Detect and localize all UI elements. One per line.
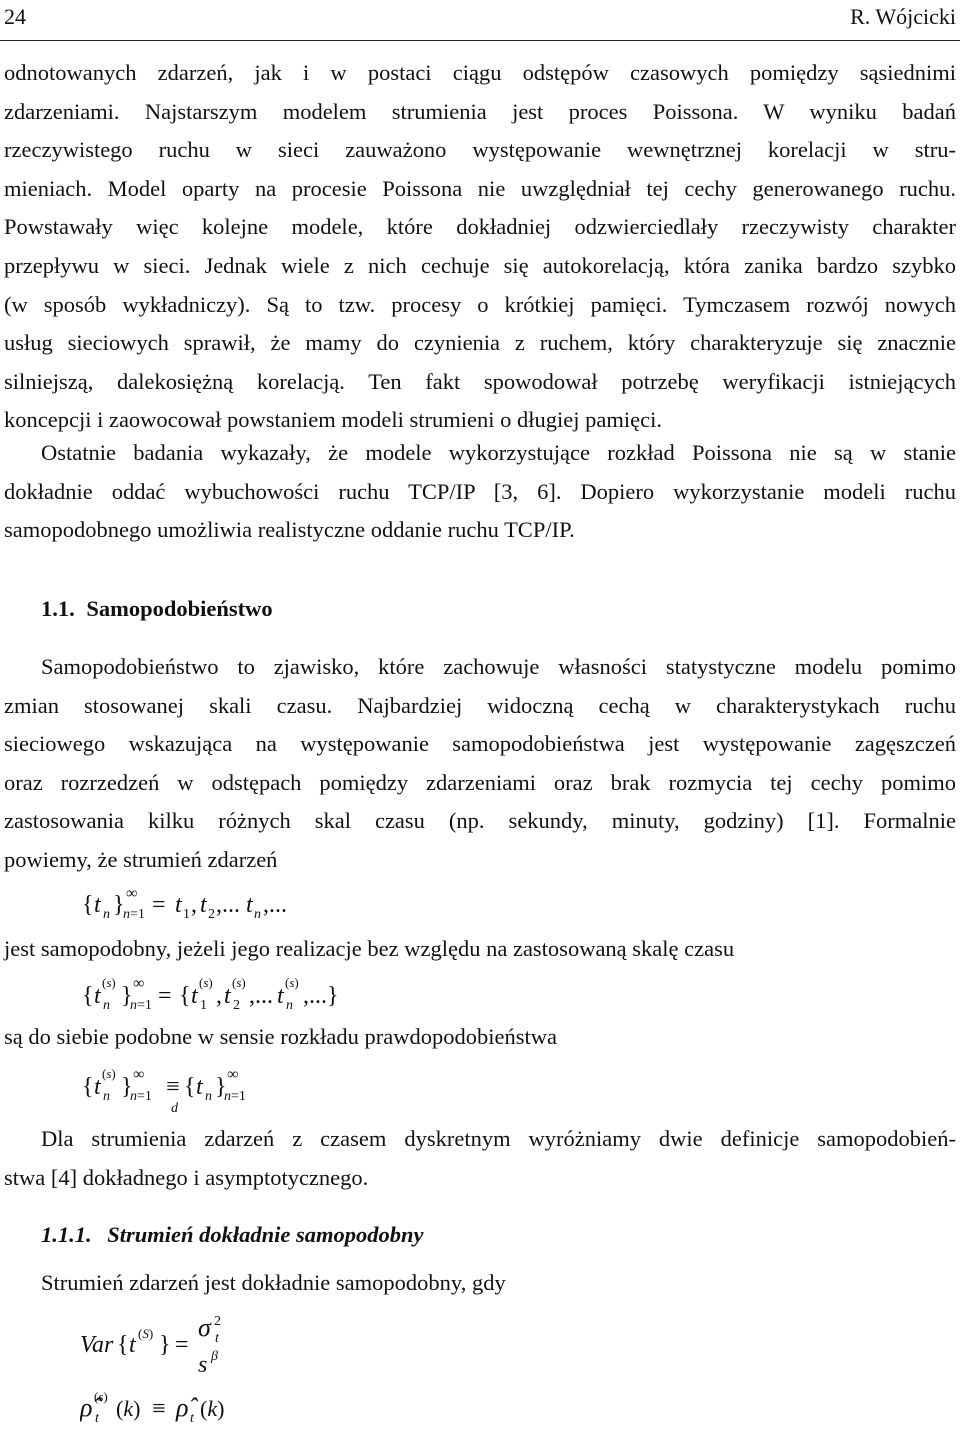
equation-3 [82,1066,342,1122]
svg-text:∞: ∞ [133,975,145,992]
svg-text:n: n [205,1089,212,1104]
page-header [4,0,956,34]
subsection-heading [41,1220,424,1250]
svg-text:2: 2 [233,998,240,1013]
equation-5 [80,1388,280,1432]
svg-text:(s): (s) [232,975,246,990]
text-line: zmian stosowanej skali czasu. Najbardziej widoczną cechą w charakterystykach ruchu [4,692,956,718]
svg-text:(S): (S) [138,1326,154,1341]
svg-text:2: 2 [214,1314,221,1329]
svg-text:=: = [175,1332,189,1358]
svg-text:n: n [103,1089,110,1104]
svg-text:{: { [82,892,94,918]
paragraph-4 [4,1120,956,1197]
svg-text:β: β [211,1349,218,1364]
svg-text:}: } [159,1332,171,1358]
text-line: stwa [4] dokładnego i asymptotycznego. [4,1164,369,1190]
svg-text:ρ̂: ρ̂ [80,1393,93,1422]
equation-1 [82,886,442,932]
svg-text:(s): (s) [285,975,299,990]
text-line: jest samopodobny, jeżeli jego realizacje bez względu na zastosowaną skalę czasu [4,936,735,961]
svg-text:ρ̂: ρ̂ [176,1393,189,1422]
text-line: przepływu w sieci. Jednak wiele z nich cechuje się autokorelacją, która zanika bardzo szybko [4,252,956,278]
text-line: rzeczywistego ruchu w sieci zauważono występowanie wewnętrznej korelacji w stru- [4,137,956,163]
svg-text:,: , [216,983,222,1009]
svg-text:{: { [117,1332,129,1358]
svg-text:t: t [94,983,101,1009]
svg-text:1: 1 [183,907,190,922]
text-line: usług sieciowych sprawił, że mamy do czynienia z ruchem, który charakteryzuje się znacznie [4,330,956,356]
svg-text:}: } [113,892,125,918]
svg-text:∞: ∞ [126,886,138,902]
svg-text:t: t [94,1074,101,1100]
svg-text:(s): (s) [102,975,116,990]
svg-text:n=1: n=1 [130,998,152,1013]
text-line: powiemy, że strumień zdarzeń [4,846,278,872]
text-line: Dla strumienia zdarzeń z czasem dyskretnym wyróżniamy dwie definicje samopodobień- [41,1126,956,1151]
svg-text:(s): (s) [94,1389,108,1404]
subsection-number: 1.1.1. [41,1222,92,1247]
equation-2 [82,975,442,1023]
svg-text:≡: ≡ [152,1396,166,1422]
svg-text:2: 2 [208,907,215,922]
running-author: R. Wójcicki [850,4,956,29]
svg-text:∞: ∞ [227,1066,239,1083]
text-line: są do siebie podobne w sensie rozkładu prawdopodobieństwa [4,1024,557,1049]
svg-text:1: 1 [200,998,207,1013]
svg-text:∞: ∞ [133,1066,145,1083]
equation-2-graphic [82,975,442,1017]
equation-4-graphic [80,1312,340,1382]
svg-text:d: d [171,1101,178,1116]
svg-text:,: , [191,892,197,918]
text-line: zastosowania kilku różnych skal czasu (np. sekundy, minuty, godziny) [1]. Formalnie [4,808,956,834]
svg-text:t: t [175,892,182,918]
svg-text:t: t [196,1074,203,1100]
text-line: koncepcji i zaowocował powstaniem modeli strumieni o długiej pamięci. [4,407,662,433]
equation-3-graphic [82,1066,342,1116]
section-title: Samopodobieństwo [86,596,273,621]
text-line: Ostatnie badania wykazały, że modele wykorzystujące rozkład Poissona nie są w stanie [41,440,956,465]
equation-1-graphic [82,886,442,926]
paragraph-1 [4,54,956,440]
svg-text:=: = [152,892,166,918]
svg-text:(k): (k) [200,1396,225,1421]
svg-text:t: t [200,892,207,918]
section-heading [41,594,273,624]
svg-text:{: { [184,1074,196,1100]
text-line: Strumień zdarzeń jest dokładnie samopodobny, gdy [41,1270,506,1295]
text-line: odnotowanych zdarzeń, jak i w postaci ciągu odstępów czasowych pomiędzy sąsiednimi [4,60,956,85]
svg-text:{: { [82,1074,94,1100]
svg-text:t: t [95,1411,99,1426]
svg-text:(k): (k) [116,1396,141,1421]
svg-text:Var: Var [80,1332,114,1358]
text-line: mieniach. Model oparty na procesie Poissona nie uwzględniał tej cechy generowanego ruchu. [4,175,956,201]
svg-text:t: t [277,983,284,1009]
svg-text:≡: ≡ [166,1074,180,1100]
svg-text:n: n [103,907,110,922]
svg-text:n=1: n=1 [130,1089,152,1104]
svg-text:t: t [246,892,253,918]
paragraph-3 [4,648,956,880]
equation-5-graphic [80,1388,280,1426]
text-line: zdarzeniami. Najstarszym modelem strumienia jest proces Poissona. W wyniku badań [4,98,956,124]
svg-text:}: } [121,983,133,1009]
svg-text:,...: ,... [249,983,273,1009]
svg-text:t: t [224,983,231,1009]
text-line: sieciowego wskazująca na występowanie samopodobieństwa jest występowanie zagęszczeń [4,731,956,757]
svg-text:n: n [286,998,293,1013]
svg-text:(s): (s) [199,975,213,990]
text-line: (w sposób wykładniczy). Są to tzw. procesy o krótkiej pamięci. Tymczasem rozwój nowych [4,291,956,317]
paragraph-after-eq2 [4,1018,956,1057]
paragraph-2 [4,434,956,550]
svg-text:t: t [190,1411,194,1426]
svg-text:n=1: n=1 [123,907,145,922]
svg-text:t: t [215,1331,219,1346]
svg-text:,...}: ,...} [303,983,339,1009]
text-line: Samopodobieństwo to zjawisko, które zachowuje własności statystyczne modelu pomimo [41,654,956,679]
page-number: 24 [4,4,26,29]
text-line: samopodobnego umożliwia realistyczne oddanie ruchu TCP/IP. [4,517,575,543]
svg-text:s: s [198,1352,208,1378]
text-line: silniejszą, dalekosiężną korelacją. Ten fakt spowodował potrzebę weryfikacji istniejących [4,368,956,394]
svg-text:σ: σ [198,1313,211,1342]
svg-text:t: t [191,983,198,1009]
svg-text:{: { [179,983,191,1009]
subsection-title: Strumień dokładnie samopodobny [107,1222,424,1247]
svg-text:n: n [103,998,110,1013]
svg-text:t: t [94,892,101,918]
paragraph-5 [4,1264,956,1303]
equation-4 [80,1312,340,1388]
text-line: dokładnie oddać wybuchowości ruchu TCP/IP [3, 6]. Dopiero wykorzystanie modeli ruchu [4,478,956,504]
svg-text:n=1: n=1 [224,1089,246,1104]
text-line: Powstawały więc kolejne modele, które dokładniej odzwierciedlały rzeczywisty charakter [4,214,956,240]
header-rule [0,40,960,41]
svg-text:=: = [158,983,172,1009]
paragraph-after-eq1 [4,930,956,969]
svg-text:}: } [121,1074,133,1100]
svg-text:}: } [215,1074,227,1100]
text-line: oraz rozrzedzeń w odstępach pomiędzy zdarzeniami oraz brak rozmycia tej cechy pomimo [4,769,956,795]
svg-text:(s): (s) [102,1066,116,1081]
svg-text:{: { [82,983,94,1009]
svg-text:,...: ,... [263,892,287,918]
svg-text:t: t [129,1332,136,1358]
svg-text:n: n [254,907,261,922]
svg-text:,...: ,... [216,892,240,918]
section-number: 1.1. [41,596,75,621]
